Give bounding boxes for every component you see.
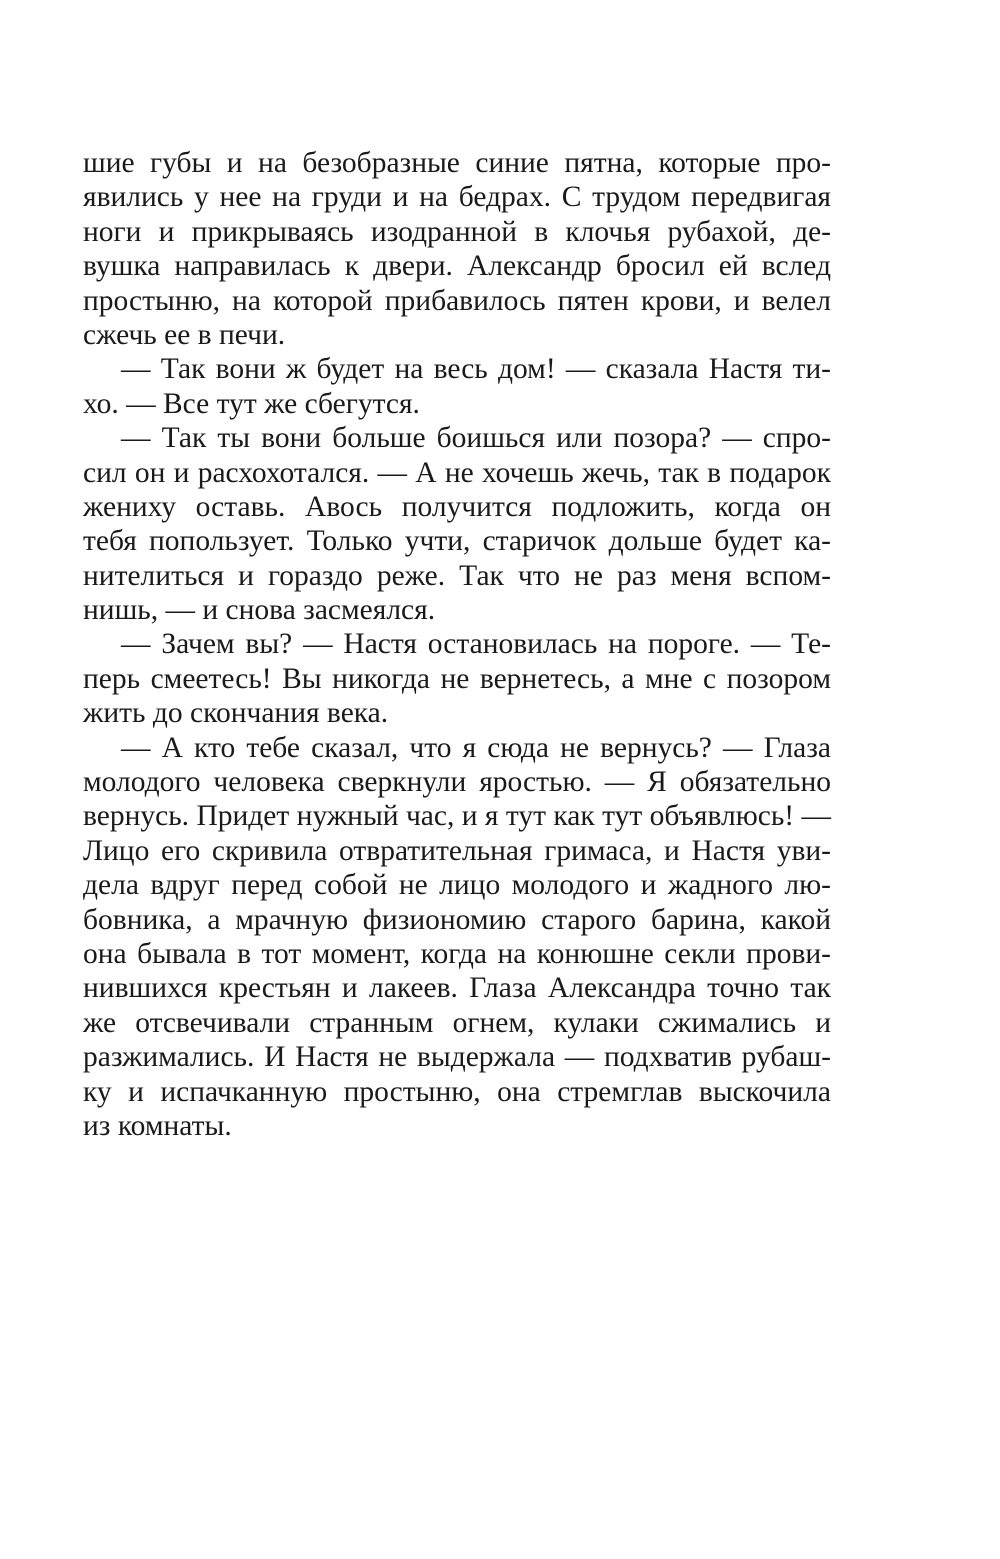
text-line: вушка направилась к двери. Александр бросил ей вслед xyxy=(83,250,831,283)
text-line: бовника, а мрачную физиономию старого барина, какой xyxy=(83,903,831,936)
text-line: — Зачем вы? — Настя остановилась на пороге. — Те- xyxy=(121,628,831,661)
text-line: ку и испачканную простыню, она стремглав выскочила xyxy=(83,1075,831,1108)
text-line: же отсвечивали странным огнем, кулаки сжимались и xyxy=(83,1006,831,1039)
text-line: сил он и расхохотался. — А не хочешь жечь, так в подарок xyxy=(83,456,831,489)
body-text xyxy=(83,146,831,1143)
text-line: из комнаты. xyxy=(83,1109,232,1142)
text-line: нителиться и гораздо реже. Так что не раз меня вспом- xyxy=(83,559,831,592)
text-line: дела вдруг перед собой не лицо молодого и жадного лю- xyxy=(83,869,831,902)
text-line: шие губы и на безобразные синие пятна, которые про- xyxy=(83,147,831,179)
text-line: — А кто тебе сказал, что я сюда не вернусь? — Глаза xyxy=(121,731,831,764)
text-line: она бывала в тот момент, когда на конюшне секли прови- xyxy=(83,937,831,970)
text-line: простыню, на которой прибавилось пятен крови, и велел xyxy=(83,284,831,317)
text-line: — Так вони ж будет на весь дом! — сказала Настя ти- xyxy=(121,353,831,386)
text-line: разжимались. И Настя не выдержала — подхватив рубаш- xyxy=(83,1041,831,1074)
text-line: тебя попользует. Только учти, старичок дольше будет ка- xyxy=(83,525,831,558)
text-line: явились у нее на груди и на бедрах. С трудом передвигая xyxy=(83,181,831,214)
text-line: — Так ты вони больше боишься или позора? — спро- xyxy=(121,422,831,455)
text-line: жениху оставь. Авось получится подложить, когда он xyxy=(83,490,831,523)
text-line: жить до скончания века. xyxy=(83,697,389,730)
text-line: нившихся крестьян и лакеев. Глаза Александра точно так xyxy=(83,972,831,1005)
text-line: хо. — Все тут же сбегутся. xyxy=(83,387,420,420)
text-line: перь смеетесь! Вы никогда не вернетесь, а мне с позором xyxy=(83,662,831,695)
text-line: молодого человека сверкнули яростью. — Я обязательно xyxy=(83,766,831,799)
text-line: ноги и прикрываясь изодранной в клочья рубахой, де- xyxy=(83,215,831,248)
text-line: нишь, — и снова засмеялся. xyxy=(83,594,436,627)
text-line: вернусь. Придет нужный час, и я тут как тут объявлюсь! — xyxy=(83,800,831,833)
text-line: сжечь ее в печи. xyxy=(83,318,286,351)
text-line: Лицо его скривила отвратительная гримаса, и Настя уви- xyxy=(83,834,831,867)
